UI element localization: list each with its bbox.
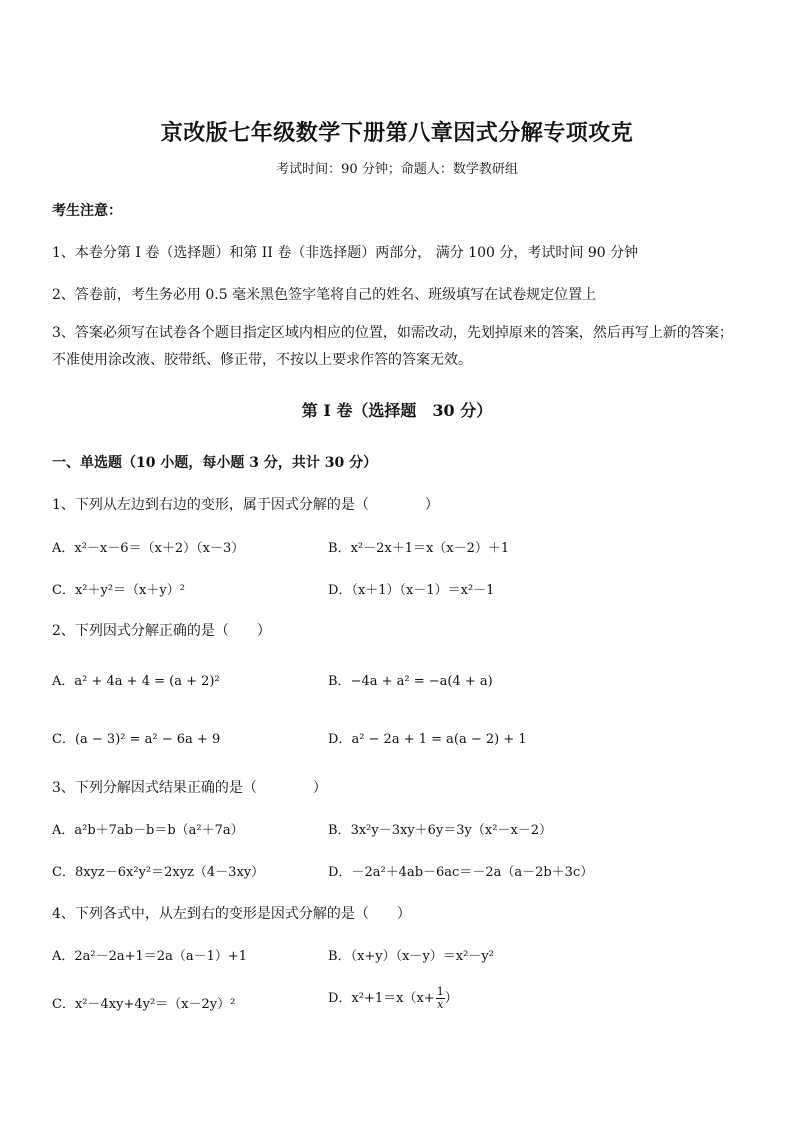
option-text: 8xyz－6x²y²＝2xyz（4－3xy）: [74, 865, 265, 880]
option-text: −4a + a² = −a(4 + a): [350, 674, 493, 689]
question-1-option-a[interactable]: [52, 537, 244, 556]
question-3-stem: 3、下列分解因式结果正确的是（ ）: [52, 780, 327, 796]
section-title: 第 I 卷（选择题 30 分）: [301, 401, 493, 420]
option-text-after: ）: [444, 991, 458, 1006]
option-text: （x＋1）（x－1）＝x²－1: [351, 583, 495, 598]
option-text: 2a²－2a+1＝2a（a－1）+1: [74, 949, 248, 964]
option-letter: A．: [52, 541, 75, 556]
question-1-option-b[interactable]: [328, 537, 509, 556]
option-letter: B．: [328, 823, 351, 838]
option-text: x²+1＝x（x+: [351, 991, 435, 1006]
option-letter: D．: [328, 583, 352, 598]
option-letter: D．: [328, 865, 352, 880]
question-1-option-c[interactable]: [52, 579, 185, 598]
notice-item-3: 3、答案必须写在试卷各个题目指定区域内相应的位置，如需改动，先划掉原来的答案，然后再写上新的答案；不准使用涂改液、胶带纸、修正带，不按以上要求作答的答案无效。: [52, 325, 733, 368]
question-4-option-a[interactable]: [52, 945, 247, 964]
option-text: x²－4xy+4y²＝（x－2y）²: [74, 997, 236, 1012]
question-4-option-b[interactable]: [328, 945, 494, 964]
exam-title: 京改版七年级数学下册第八章因式分解专项攻克: [160, 120, 634, 146]
option-text: a² − 2a + 1 = a(a − 2) + 1: [351, 732, 527, 747]
option-letter: A．: [52, 674, 75, 689]
exam-subtitle: 考试时间：90 分钟；命题人：数学教研组: [276, 162, 518, 177]
question-1-option-d[interactable]: [328, 579, 494, 598]
option-text: x²－x－6＝（x＋2）（x－3）: [74, 541, 245, 556]
option-text: （x+y）（x－y）＝x²－y²: [350, 949, 494, 964]
question-4-option-c[interactable]: [52, 993, 235, 1012]
option-letter: D．: [328, 732, 352, 747]
question-4-stem: 4、下列各式中，从左到右的变形是因式分解的是（ ）: [52, 906, 411, 922]
fraction-denominator: x: [437, 998, 444, 1011]
option-text: 3x²y－3xy＋6y＝3y（x²－x－2）: [350, 823, 553, 838]
option-text: a²b＋7ab－b＝b（a²＋7a）: [74, 823, 244, 838]
notice-heading: 考生注意：: [52, 203, 122, 219]
option-letter: C．: [52, 865, 75, 880]
option-letter: C．: [52, 997, 75, 1012]
option-letter: A．: [52, 823, 75, 838]
question-2-stem: 2、下列因式分解正确的是（ ）: [52, 623, 271, 639]
question-1-stem: 1、下列从左边到右边的变形，属于因式分解的是（ ）: [52, 497, 439, 513]
fraction: [436, 986, 445, 1011]
question-3-option-a[interactable]: [52, 819, 244, 838]
question-2-option-c[interactable]: [52, 728, 220, 747]
option-text: (a − 3)² = a² − 6a + 9: [74, 732, 221, 747]
option-letter: B．: [328, 949, 351, 964]
fraction-numerator: 1: [436, 985, 444, 998]
option-letter: C．: [52, 732, 75, 747]
option-letter: D．: [328, 991, 352, 1006]
question-3-option-b[interactable]: [328, 819, 552, 838]
question-4-option-d[interactable]: [328, 986, 458, 1011]
option-text: x²＋y²＝（x＋y）²: [74, 583, 185, 598]
option-text: x²－2x＋1＝x（x－2）＋1: [350, 541, 510, 556]
option-letter: C．: [52, 583, 75, 598]
option-letter: B．: [328, 674, 351, 689]
option-letter: B．: [328, 541, 351, 556]
option-text: a² + 4a + 4 = (a + 2)²: [74, 674, 220, 689]
notice-item-1: 1、本卷分第 I 卷（选择题）和第 II 卷（非选择题）两部分， 满分 100 分，考试时间 90 分钟: [52, 245, 639, 261]
question-3-option-c[interactable]: [52, 861, 264, 880]
question-2-option-d[interactable]: [328, 728, 527, 747]
option-letter: A．: [52, 949, 75, 964]
part-heading: 一、单选题（10 小题，每小题 3 分，共计 30 分）: [52, 455, 378, 471]
question-2-option-a[interactable]: [52, 670, 220, 689]
notice-item-2: 2、答卷前，考生务必用 0.5 毫米黑色签字笔将自己的姓名、班级填写在试卷规定位置上: [52, 287, 597, 303]
option-text: －2a²＋4ab－6ac＝－2a（a－2b＋3c）: [351, 865, 594, 880]
question-3-option-d[interactable]: [328, 861, 593, 880]
question-2-option-b[interactable]: [328, 670, 493, 689]
